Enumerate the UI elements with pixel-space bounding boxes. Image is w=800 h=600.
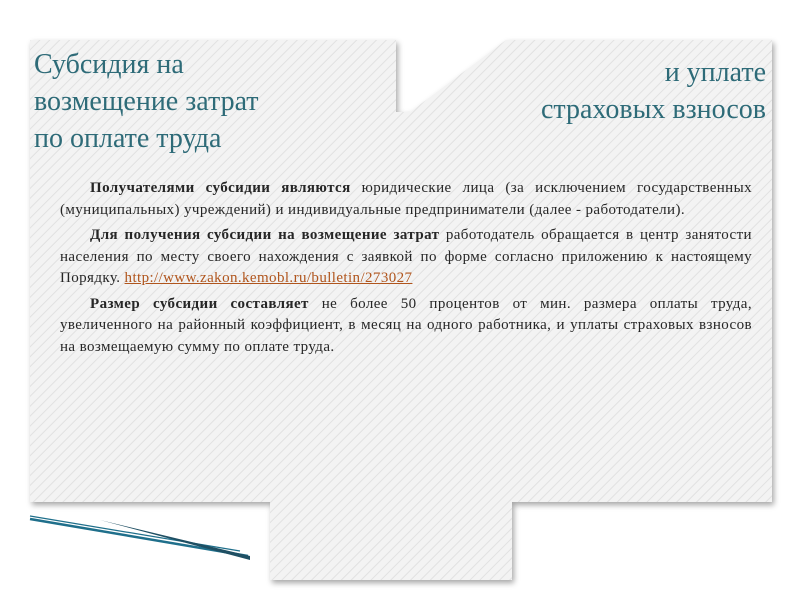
slide-title-left: Субсидия на возмещение затрат по оплате труда bbox=[34, 49, 259, 154]
paragraph-application bbox=[60, 225, 752, 290]
paragraph-lead: Размер субсидии составляет bbox=[90, 295, 309, 312]
paragraph-text: работодатель обращается в центр занятости населения по месту своего нахождения с заявкой по форме согласно приложению к настоящему Порядку. bbox=[60, 227, 752, 286]
bulletin-link[interactable]: http://www.zakon.kemobl.ru/bulletin/273027 bbox=[124, 270, 413, 286]
paragraph-lead: Для получения субсидии на возмещение затрат bbox=[90, 227, 440, 243]
paragraph-text: не более 50 процентов от мин. размера оплаты труда, увеличенного на районный коэффициент, в месяц на одного работника, и уплаты страховых взносов на возмещаемую сумму по оплате труда. bbox=[60, 295, 752, 355]
paragraph-text: юридические лица (за исключением государственных (муниципальных) учреждений) и индивидуальные предприниматели (далее - работодатели). bbox=[60, 180, 752, 218]
decorative-wedge bbox=[100, 520, 250, 560]
slide-title-right: и уплате страховых взносов bbox=[540, 57, 766, 125]
body-text bbox=[60, 178, 752, 362]
paragraph-amount bbox=[60, 294, 752, 359]
paragraph-lead: Получателями субсидии являются bbox=[90, 180, 351, 196]
paragraph-recipients bbox=[60, 178, 752, 221]
decorative-line bbox=[30, 516, 240, 551]
